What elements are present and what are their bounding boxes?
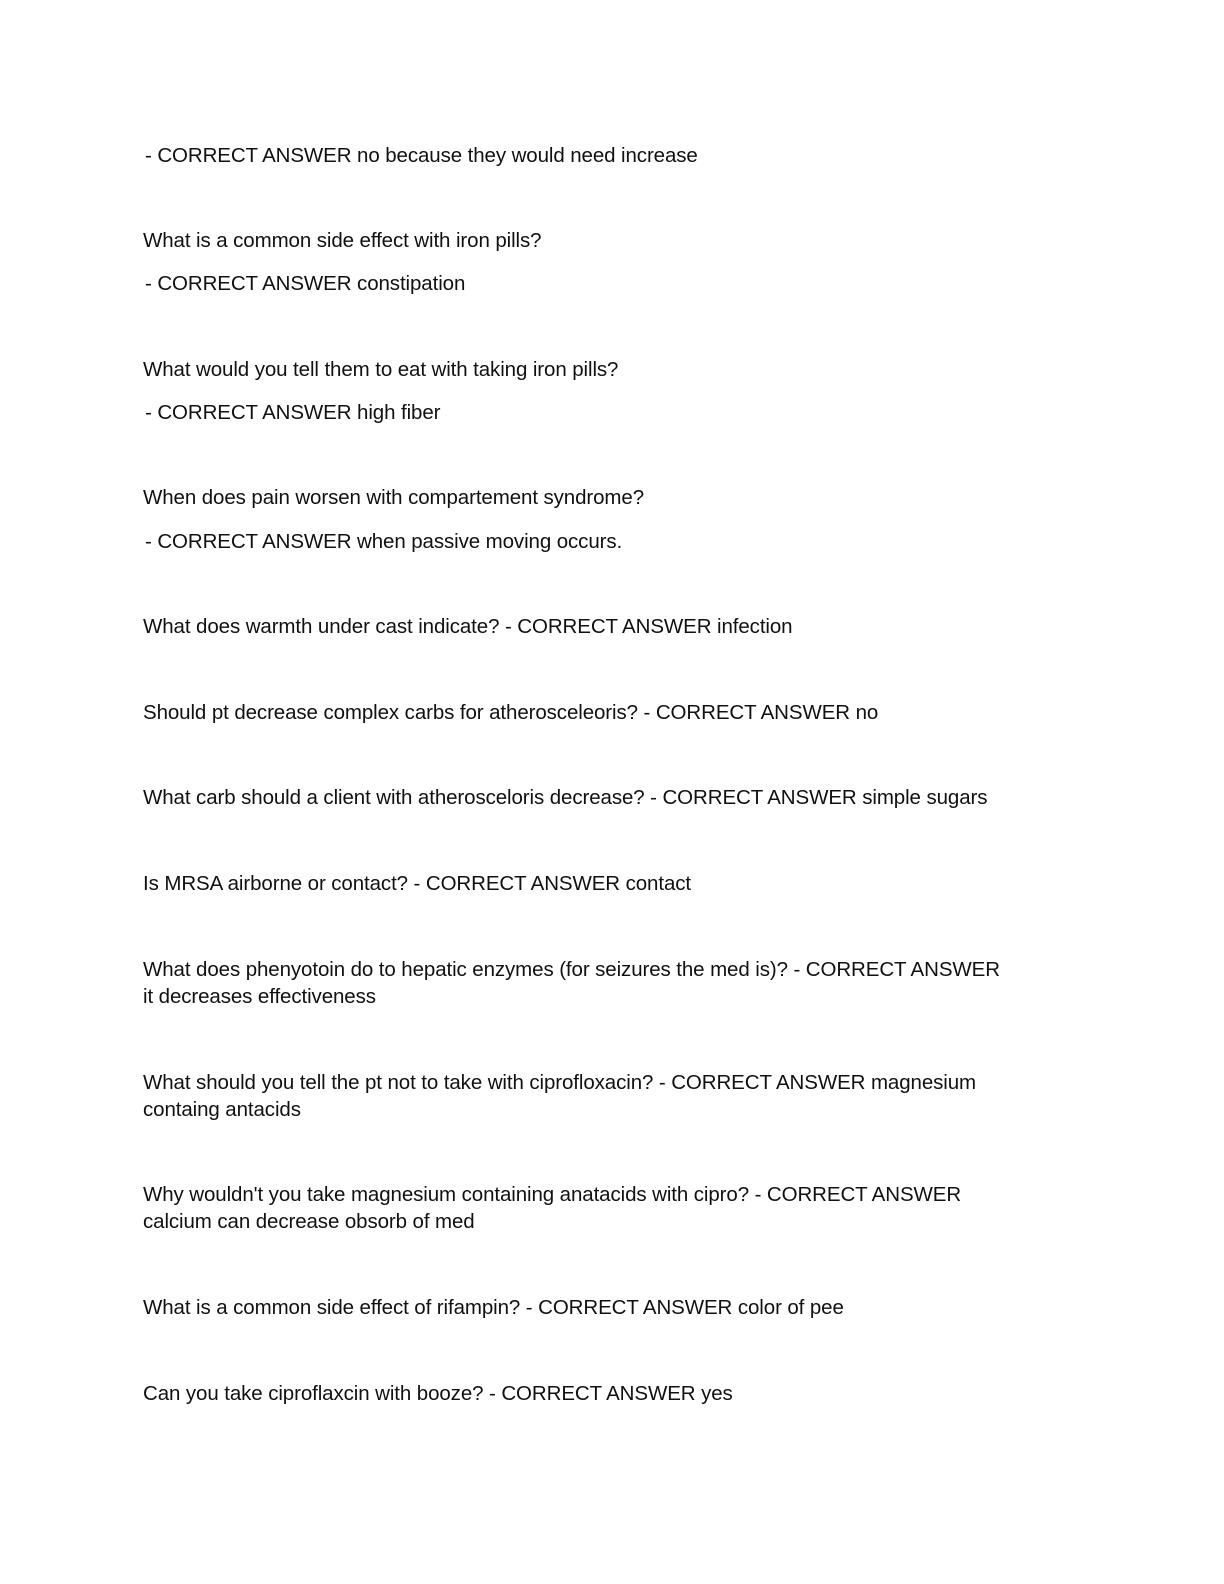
qa-line: What carb should a client with atherosceloris decrease? - CORRECT ANSWER simple sugars [143,786,988,809]
answer-line: - CORRECT ANSWER no because they would need increase [145,144,698,167]
answer-line: - CORRECT ANSWER when passive moving occurs. [145,530,623,553]
qa-line: Why wouldn't you take magnesium containing anatacids with cipro? - CORRECT ANSWER [143,1183,962,1206]
qa-line: Should pt decrease complex carbs for atherosceleoris? - CORRECT ANSWER no [143,701,879,724]
qa-line-continuation: calcium can decrease obsorb of med [143,1210,475,1233]
qa-line: What does phenyotoin do to hepatic enzymes (for seizures the med is)? - CORRECT ANSWER [143,958,1000,981]
qa-line: What is a common side effect of rifampin? - CORRECT ANSWER color of pee [143,1296,844,1319]
answer-line: - CORRECT ANSWER constipation [145,272,466,295]
qa-line-continuation: it decreases effectiveness [143,985,376,1008]
answer-line: - CORRECT ANSWER high fiber [145,401,441,424]
question-line: When does pain worsen with compartement syndrome? [143,486,645,509]
qa-line: What does warmth under cast indicate? - CORRECT ANSWER infection [143,615,793,638]
qa-line-continuation: containg antacids [143,1098,301,1121]
qa-line: What should you tell the pt not to take with ciprofloxacin? - CORRECT ANSWER magnesium [143,1071,977,1094]
question-line: What is a common side effect with iron pills? [143,229,542,252]
question-line: What would you tell them to eat with taking iron pills? [143,358,619,381]
qa-line: Is MRSA airborne or contact? - CORRECT ANSWER contact [143,872,692,895]
qa-line: Can you take ciproflaxcin with booze? - CORRECT ANSWER yes [143,1382,733,1405]
